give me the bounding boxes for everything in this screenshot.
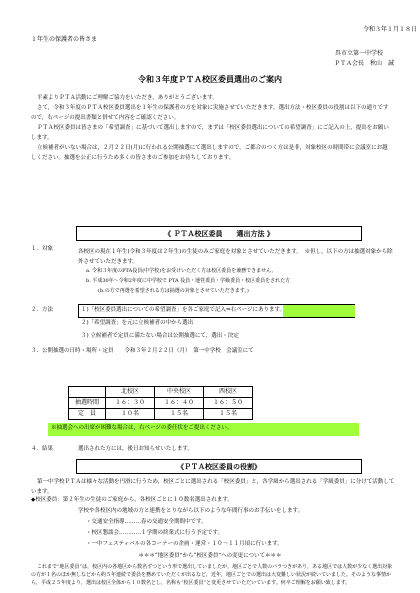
exclusion-b: b. 平成30年～令和2年度に中学校で PTA 役員・運営委員・学級委員・校区委員をされた方 (86, 278, 291, 284)
intro-paragraph: 立候補者がいない場合は，２月２２日(月)に行われる公開抽選にて選出しますので，ご都合のつく方は是非，対象校区の時間帯に会議室にお越しください。抽選を公正に行うため多くの皆さまのご参加をお待ちしております。 (31, 145, 388, 161)
page-title: 令和３年度ＰＴＡ校区委員選出のご案内 (138, 74, 282, 84)
table-cell: １５名 (155, 409, 204, 420)
role-duties: 学校や各校区内の地域の方と連携をとりながら以下のような年間行事のお手伝いをします。 (78, 508, 304, 514)
role-intro: 第一中学校ＰＴＡは様々な活動を円滑に行うため，校区ごとに選出される「校区委員」と，各学級から選出される「学級委員」に分けて活動しています。 (31, 479, 395, 495)
table-row (69, 398, 253, 409)
lottery-table (68, 386, 253, 420)
recipient-line: １年生の保護者の皆さま (31, 36, 98, 43)
selection-method-heading: 《 ＰＴＡ校区委員 選出方法 》 (164, 229, 274, 238)
duty-item: ・交通安全指導………春の交通安全期間中です。 (86, 519, 207, 525)
duty-item: ・一中フェスティバルの各コーナーの企画・運営・１０～１１月頃に行います。 (86, 541, 283, 547)
table-cell: １６：４０ (155, 398, 204, 409)
method-label: ２．方法 (31, 307, 54, 313)
name-change-heading: ＊＊＊“地区委員”から“校区委員”への変更について＊＊＊ (138, 553, 282, 559)
intro-paragraph: さて，令和３年度のＰＴＡ校区委員選出を１年生の保護者の方を対象に実施させていただきます。選出方法・校区委員の役割は以下の通りですので，右ページの提出書類と併せて内容をご確認ください。 (31, 105, 389, 121)
role-heading: 《ＰＴＡ校区委員の役割》 (177, 462, 261, 471)
intro-text (31, 93, 391, 163)
role-committee: ◆校区委員：第２年生の生徒のご家庭から，各校区ごとに１０数名選出されます。 (31, 497, 233, 503)
table-cell: １０名 (106, 409, 155, 420)
method-step-3: ３) 立候補者で定員に満たない場合は公開抽選にて，選出・決定 (81, 333, 239, 339)
intro-paragraph: 平素よりＰＴＡ活動にご理解ご協力をいただき，ありがとうございます。 (37, 95, 218, 101)
table-header-cell: 北校区 (106, 387, 155, 398)
lottery-line: ３．公開抽選の日時・場所・定員 令和３年２月２２日（月） 第一中学校 会議室にて (31, 348, 254, 354)
table-cell (69, 387, 106, 398)
method-step-2: ２)「希望調査」を元に立候補者の中から選出 (81, 320, 194, 326)
target-text: 各校区の現在１年生(令和３年度は２年生)の生徒のみご家庭を対象とさせていただきます。 ※但し，以下の方は抽選対象から除外させていただきます。 (78, 249, 393, 265)
table-row-label: 定 員 (69, 409, 106, 420)
document-date: 令和３年１月１８日 (363, 26, 418, 33)
table-row-label: 抽選時間 (69, 398, 106, 409)
table-row (69, 387, 253, 398)
exclusion-b-note: (b.の方で再選を希望される方は抽選の対象とさせていただきます。) (98, 288, 249, 294)
proxy-notice: ※抽選会への出席が困難な場合は，右ページの委任状をご提出ください。 (51, 425, 233, 431)
exclusion-a: a. 令和３年度のPTA役員(中学校)をお受けいただく方は校区委員を兼務できません。 (86, 268, 277, 274)
intro-paragraph: ＰＴＡ校区委員は皆さまの「希望調査」に基づいて選出しますので，まずは「校区委員選出についての希望調査」にご記入の上，提出をお願いします。 (31, 125, 389, 141)
table-row (69, 409, 253, 420)
result-text: 選出された方には，後日お知らせいたします。 (78, 446, 193, 452)
table-cell: １６：５０ (204, 398, 253, 409)
target-label: １．対象 (31, 246, 54, 252)
table-cell: １５名 (204, 409, 253, 420)
table-header-cell: 西校区 (204, 387, 253, 398)
highlight (283, 305, 355, 317)
result-label: ４．結果 (31, 446, 54, 452)
name-change-text: これまで“地区委員”は，校区内の各地区から数名ずつという形で選出していましたが，地区ごとで人数のバラつきがあり，ある地区では人数が少なく選出対象の方が１名のほか無しなどから約５年連続で委員を務めていただくが出るなど，近年，地区ごとでの選出は大変難しい状況が続いていました。そのような事情から，平成２５年度より，選出は校区全体から１０数名とし，名称も“校区委員”と変更させていただいています。何卒ご理解をお願い致します。 (31, 564, 393, 586)
sender-name: ＰＴＡ会長 秋山 誠 (334, 60, 395, 67)
table-cell: １６：３０ (106, 398, 155, 409)
school-name: 呉市立第一中学校 (335, 50, 384, 57)
table-header-cell: 中央校区 (155, 387, 204, 398)
duty-item: ・校区懇談会…………１学期の終業式に行う予定です。 (86, 530, 224, 536)
method-step-1: １)「校区委員選出についての希望調査」を各ご家庭で記入⇒右ページにあります。 (81, 307, 286, 313)
